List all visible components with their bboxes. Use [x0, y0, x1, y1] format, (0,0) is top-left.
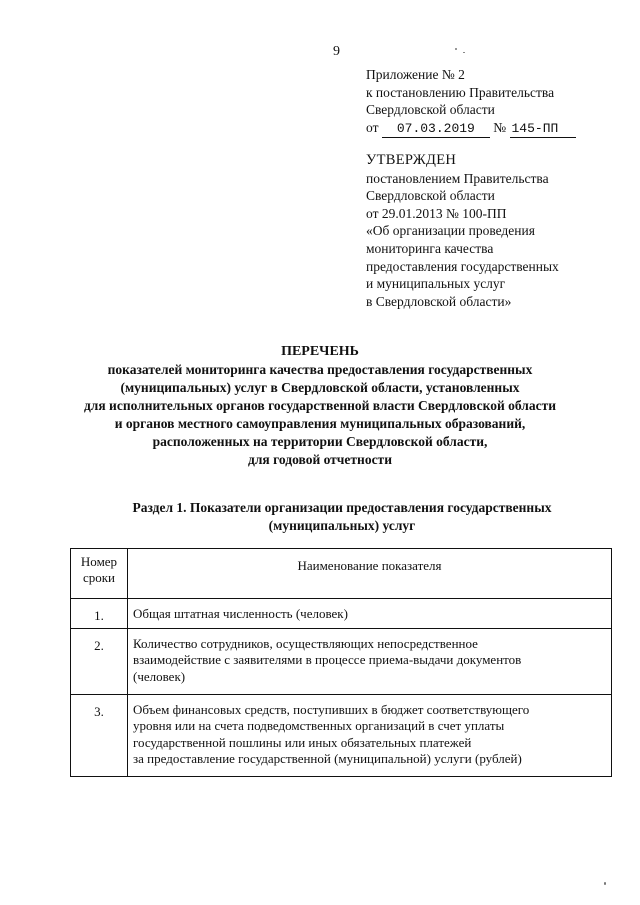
table-row	[71, 599, 612, 629]
table-row	[71, 628, 612, 694]
scan-speck	[455, 48, 457, 50]
title-line: для годовой отчетности	[248, 452, 392, 467]
row-indicator-name	[128, 599, 612, 629]
approved-line: от 29.01.2013 № 100-ПП	[366, 205, 507, 221]
scan-speck	[604, 882, 606, 885]
approved-line: постановлением Правительства	[366, 170, 549, 186]
page-number: 9	[333, 44, 340, 59]
row-text-line: (человек)	[133, 668, 186, 684]
approved-line: предоставления государственных	[366, 258, 559, 274]
row-number: 2.	[71, 628, 128, 694]
row-text-line: Объем финансовых средств, поступивших в бюджет соответствующего	[133, 701, 530, 717]
row-text-line: Общая штатная численность (человек)	[133, 606, 348, 621]
table-row	[71, 694, 612, 776]
approved-line: Свердловской области	[366, 188, 495, 204]
resolution-date: 07.03.2019	[382, 120, 490, 139]
appendix-line-3: Свердловской области	[366, 102, 495, 117]
header-number-line: сроки	[82, 570, 116, 585]
row-indicator-name	[128, 694, 612, 776]
appendix-title: Приложение № 2	[366, 67, 465, 82]
number-prefix: №	[493, 119, 507, 135]
appendix-date-line	[366, 120, 576, 135]
approved-heading: УТВЕРЖДЕН	[366, 152, 457, 168]
appendix-line-2: к постановлению Правительства	[366, 84, 555, 100]
approved-line: в Свердловской области»	[366, 293, 512, 309]
section-title-line: (муниципальных) услуг	[268, 518, 416, 533]
header-name-column: Наименование показателя	[128, 549, 612, 599]
header-number-line: Номер	[80, 554, 118, 569]
approved-line: и муниципальных услуг	[366, 276, 506, 292]
row-text-line: взаимодействие с заявителями в процессе приема-выдачи документов	[133, 652, 522, 667]
table-header-row	[71, 549, 612, 599]
title-line: и органов местного самоуправления муниципальных образований,	[114, 416, 526, 431]
appendix-block	[366, 66, 576, 138]
scan-speck	[463, 52, 465, 53]
section-title-line: Раздел 1. Показатели организации предоставления государственных	[132, 500, 552, 515]
title-line: (муниципальных) услуг в Свердловской области, установленных	[120, 380, 520, 395]
title-line: для исполнительных органов государственной власти Свердловской области	[83, 398, 557, 413]
title-line: расположенных на территории Свердловской области,	[152, 434, 488, 449]
resolution-number: 145-ПП	[510, 120, 576, 139]
approved-line: мониторинга качества	[366, 240, 494, 256]
document-title	[0, 343, 640, 469]
title-line: показателей мониторинга качества предоставления государственных	[107, 362, 533, 377]
header-number-column	[71, 549, 128, 599]
approved-line: «Об организации проведения	[366, 223, 535, 239]
row-indicator-name	[128, 628, 612, 694]
row-text-line: государственной пошлины или иных обязательных платежей	[133, 734, 472, 750]
row-text-line: Количество сотрудников, осуществляющих непосредственное	[133, 635, 478, 651]
row-number: 3.	[71, 694, 128, 776]
approved-block	[366, 152, 559, 310]
date-prefix: от	[366, 119, 379, 135]
row-text-line: за предоставление государственной (муниципальной) услуги (рублей)	[133, 751, 522, 766]
indicators-table	[70, 548, 612, 777]
row-number: 1.	[71, 599, 128, 629]
row-text-line: уровня или на счета подведомственных организаций в счет уплаты	[133, 718, 505, 733]
title-main: ПЕРЕЧЕНЬ	[281, 344, 359, 359]
section-title	[0, 499, 640, 535]
